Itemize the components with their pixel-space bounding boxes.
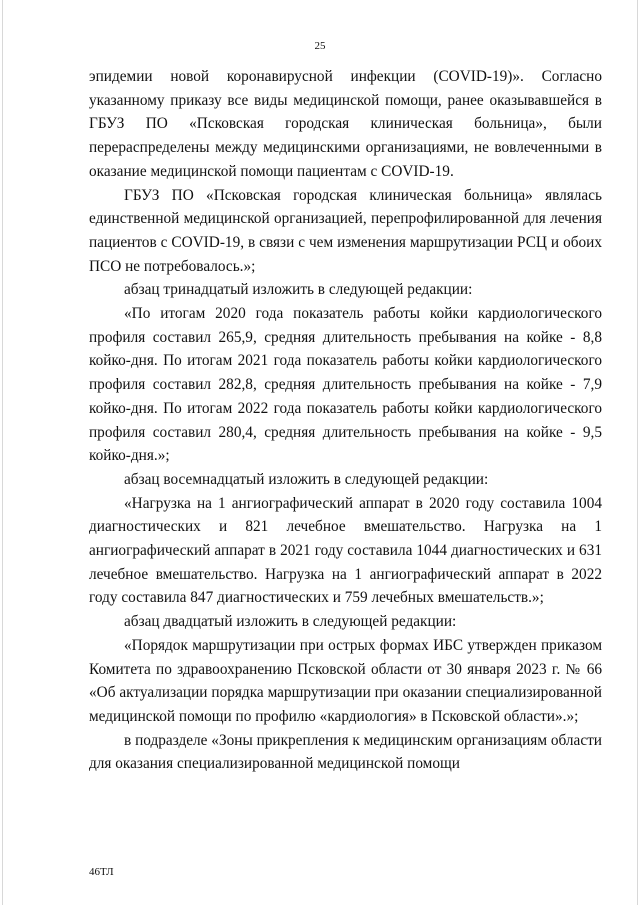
paragraph-quote: «По итогам 2020 года показатель работы койки кардиологического профиля составил 265,9, средняя длительность пребывания на койке - 8,8 койко-дня. По итогам 2021 года показатель работы койки кардиологического профиля составил 282,8, средняя длительность пребывания на койке - 7,9 койко-дня. По итогам 2022 года показатель работы койки кардиологического профиля составил 280,4, средняя длительность пребывания на койке - 9,5 койко-дня.»; [89,305,602,465]
paragraph-instruction: абзац тринадцатый изложить в следующей редакции: [124,281,473,299]
paragraph-instruction: абзац восемнадцатый изложить в следующей редакции: [124,470,489,488]
paragraph-quote: «Нагрузка на 1 ангиографический аппарат в 2020 году составила 1004 диагностических и 821 лечебное вмешательство. Нагрузка на 1 ангиографический аппарат в 2021 году составила 1044 диагностических и 631 лечебное вмешательство. Нагрузка на 1 ангиографический аппарат в 2022 году составила 847 диагностических и 759 лечебных вмешательств.»; [89,494,602,607]
paragraph: ГБУЗ ПО «Псковская городская клиническая больница» являлась единственной медицинской организацией, перепрофилированной для лечения пациентов с COVID-19, в связи с чем изменения маршрутизации РСЦ и обоих ПСО не потребовалось.»; [89,186,602,275]
footer-code: 46ТЛ [89,866,114,878]
document-body [89,65,602,776]
scan-edge-left [2,0,3,905]
paragraph-instruction: в подразделе «Зоны прикрепления к медицинским организациям области для оказания специализированной медицинской помощи [89,731,602,773]
scan-edge-right [637,0,638,905]
page-number: 25 [314,40,326,52]
paragraph-instruction: абзац двадцатый изложить в следующей редакции: [124,613,457,631]
paragraph-quote: «Порядок маршрутизации при острых формах ИБС утвержден приказом Комитета по здравоохранению Псковской области от 30 января 2023 г. № 66 «Об актуализации порядка маршрутизации при оказании специализированной медицинской помощи по профилю «кардиология» в Псковской области».»; [89,636,602,725]
paragraph-continuation: эпидемии новой коронавирусной инфекции (COVID-19)». Согласно указанному приказу все виды медицинской помощи, ранее оказывавшейся в ГБУЗ ПО «Псковская городская клиническая больница», были перераспределены между медицинскими организациями, не вовлеченными в оказание медицинской помощи пациентам с COVID-19. [89,68,602,180]
